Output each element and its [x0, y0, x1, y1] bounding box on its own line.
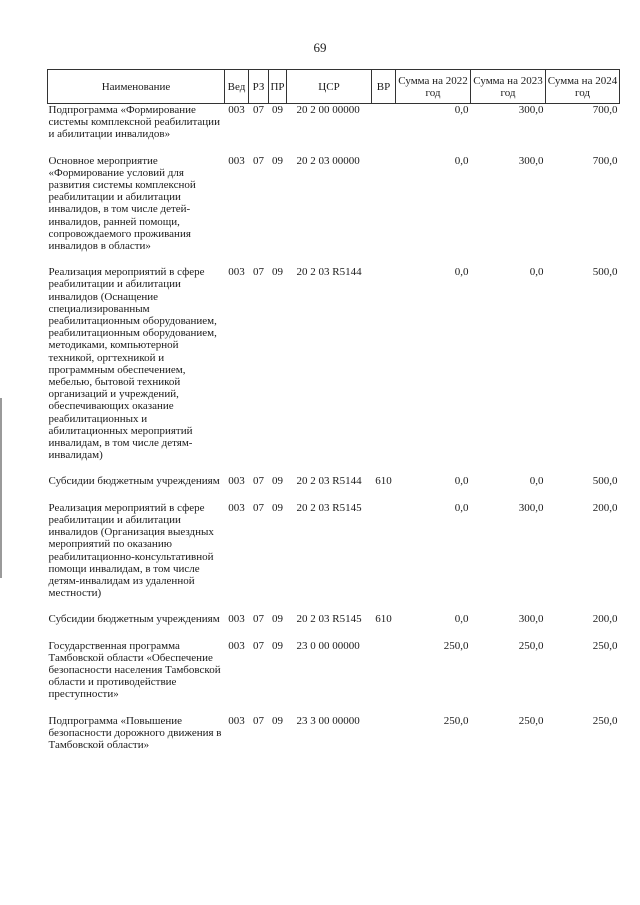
cell-ved: 003 [228, 613, 245, 626]
cell-sum-2024: 250,0 [592, 639, 618, 652]
cell-sum-2023: 300,0 [518, 613, 544, 626]
cell-sum-2023: 300,0 [518, 104, 544, 116]
cell-ved: 003 [228, 104, 245, 116]
row-spacer [48, 488, 620, 502]
cell-name: Подпрограмма «Формирование системы комплексной реабилитации и абилитации инвалидов» [48, 104, 220, 141]
cell-sum-2022: 0,0 [454, 501, 469, 514]
cell-sum-2024: 250,0 [592, 714, 618, 727]
cell-csr: 23 0 00 00000 [296, 639, 360, 652]
cell-vr: 610 [375, 613, 392, 626]
cell-pr: 09 [272, 639, 283, 652]
cell-csr: 20 2 03 R5145 [296, 613, 362, 626]
cell-sum-2022: 0,0 [454, 475, 469, 488]
cell-name: Государственная программа Тамбовской области «Обеспечение безопасности населения Тамбовской области и противодействие преступности» [48, 639, 221, 701]
cell-pr: 09 [272, 714, 283, 727]
cell-sum-2023: 300,0 [518, 154, 544, 167]
cell-csr: 20 2 03 R5144 [296, 475, 362, 488]
cell-sum-2023: 300,0 [518, 501, 544, 514]
cell-pr: 09 [272, 475, 283, 488]
col-header-csr: ЦСР [287, 70, 372, 104]
cell-rz: 07 [253, 104, 264, 116]
col-header-ved: Вед [225, 70, 249, 104]
cell-ved: 003 [228, 639, 245, 652]
col-header-vr: ВР [372, 70, 396, 104]
cell-name: Реализация мероприятий в сфере реабилитации и абилитации инвалидов (Организация выездных мероприятий по оказанию реабилитационно-консультативной помощи инвалидам, в том числе детям-инвалидам из удаленной местности) [48, 501, 214, 600]
col-header-pr: ПР [269, 70, 287, 104]
table-header [48, 70, 620, 104]
cell-csr: 20 2 03 00000 [296, 154, 360, 167]
cell-sum-2024: 500,0 [592, 475, 618, 488]
cell-pr: 09 [272, 266, 283, 279]
cell-ved: 003 [228, 266, 245, 279]
cell-sum-2022: 0,0 [454, 613, 469, 626]
row-spacer [48, 599, 620, 613]
cell-vr [372, 104, 396, 141]
col-header-name: Наименование [48, 70, 225, 104]
cell-sum-2024: 200,0 [592, 501, 618, 514]
cell-name: Основное мероприятие «Формирование условий для развития системы комплексной реабилитации и абилитации инвалидов, в том числе детей-инвалидов, ранней помощи, сопровождаемого проживания инвалидов в области» [48, 154, 196, 253]
cell-sum-2022: 250,0 [443, 714, 469, 727]
col-header-sum-2022: Сумма на 2022 год [396, 70, 471, 104]
row-spacer [48, 141, 620, 155]
cell-rz: 07 [253, 639, 264, 652]
page-number: 69 [313, 40, 327, 55]
cell-csr: 20 2 03 R5144 [296, 266, 362, 279]
table-row [48, 104, 620, 141]
scan-edge-mark [0, 398, 2, 578]
table-row [48, 502, 620, 600]
cell-rz: 07 [253, 266, 264, 279]
table-row [48, 715, 620, 752]
cell-sum-2023: 0,0 [529, 475, 544, 488]
col-header-sum-2024: Сумма на 2024 год [546, 70, 620, 104]
cell-vr [372, 155, 396, 253]
table-row [48, 266, 620, 461]
cell-sum-2022: 0,0 [454, 266, 469, 279]
cell-pr: 09 [272, 501, 283, 514]
cell-pr: 09 [272, 613, 283, 626]
cell-name: Подпрограмма «Повышение безопасности дорожного движения в Тамбовской области» [48, 714, 222, 751]
cell-sum-2024: 200,0 [592, 613, 618, 626]
cell-vr [372, 640, 396, 701]
cell-sum-2023: 250,0 [518, 714, 544, 727]
cell-name: Субсидии бюджетным учреждениям [48, 613, 220, 626]
cell-rz: 07 [253, 501, 264, 514]
row-spacer [48, 252, 620, 266]
cell-rz: 07 [253, 154, 264, 167]
cell-csr: 20 2 00 00000 [296, 104, 360, 116]
cell-ved: 003 [228, 475, 245, 488]
cell-sum-2024: 500,0 [592, 266, 618, 279]
cell-rz: 07 [253, 475, 264, 488]
table-row [48, 613, 620, 625]
cell-vr [372, 715, 396, 752]
row-spacer [48, 461, 620, 475]
table-row [48, 155, 620, 253]
cell-vr [372, 266, 396, 461]
cell-name: Субсидии бюджетным учреждениям [48, 475, 220, 488]
cell-name: Реализация мероприятий в сфере реабилитации и абилитации инвалидов (Оснащение специализированным реабилитационным оборудованием, реабилитационным оборудованием, методиками, компьютерной техникой, оргтехникой и программным обеспечением, мебелью, бытовой техникой организаций и учреждений, обеспечивающих оказание реабилитационных и абилитационных мероприятий инвалидам, в том числе детям-инвалидам) [48, 266, 217, 462]
cell-pr: 09 [272, 104, 283, 116]
cell-sum-2022: 0,0 [454, 104, 469, 116]
row-spacer [48, 701, 620, 715]
col-header-sum-2023: Сумма на 2023 год [471, 70, 546, 104]
cell-vr: 610 [375, 475, 392, 488]
cell-ved: 003 [228, 714, 245, 727]
cell-rz: 07 [253, 714, 264, 727]
col-header-rz: РЗ [249, 70, 269, 104]
cell-sum-2024: 700,0 [592, 104, 618, 116]
cell-sum-2023: 0,0 [529, 266, 544, 279]
cell-csr: 20 2 03 R5145 [296, 501, 362, 514]
cell-sum-2023: 250,0 [518, 639, 544, 652]
table-row [48, 475, 620, 487]
cell-sum-2024: 700,0 [592, 154, 618, 167]
budget-table [47, 69, 620, 751]
row-spacer [48, 626, 620, 640]
cell-ved: 003 [228, 154, 245, 167]
cell-csr: 23 3 00 00000 [296, 714, 360, 727]
cell-sum-2022: 0,0 [454, 154, 469, 167]
cell-ved: 003 [228, 501, 245, 514]
table-row [48, 640, 620, 701]
cell-sum-2022: 250,0 [443, 639, 469, 652]
cell-rz: 07 [253, 613, 264, 626]
cell-vr [372, 502, 396, 600]
cell-pr: 09 [272, 154, 283, 167]
